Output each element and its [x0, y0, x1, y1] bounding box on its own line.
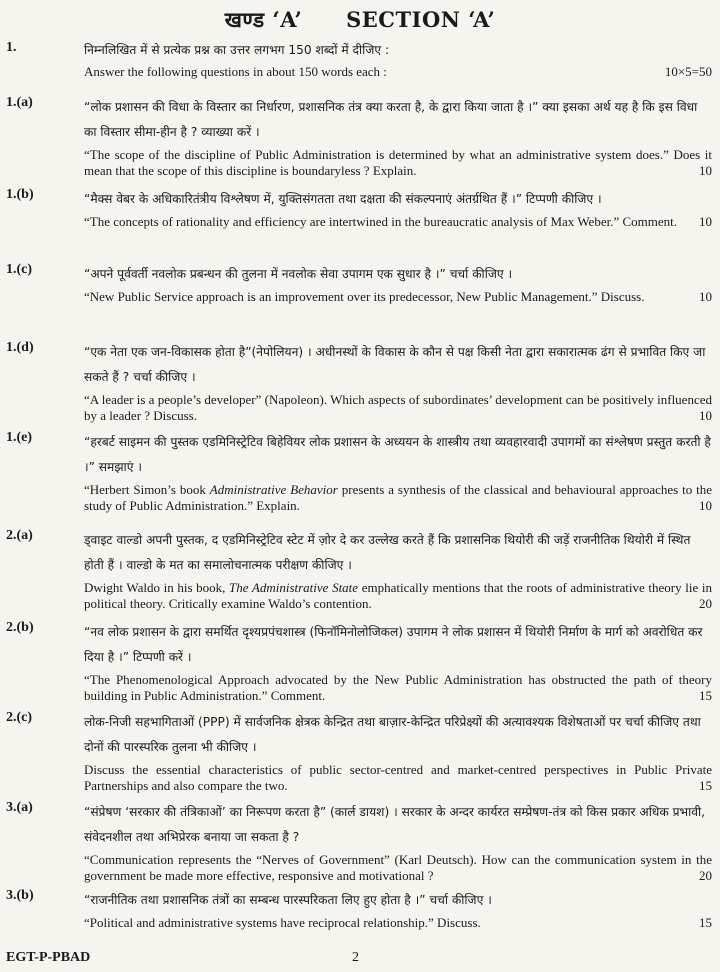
- question-text-english: “Herbert Simon’s book Administrative Behavior presents a synthesis of the classical and behavioural approaches to the study of Public Administration.” Explain. 10: [84, 482, 713, 513]
- paper-code: EGT-P-PBAD: [6, 950, 91, 965]
- question-marks: 10: [699, 497, 712, 513]
- question-text-hindi: निम्नलिखित में से प्रत्येक प्रश्न का उत्तर लगभग 150 शब्दों में दीजिए :: [84, 43, 390, 57]
- question-number: 1.(e): [6, 430, 33, 445]
- question-text-hindi: “नव लोक प्रशासन के द्वारा समर्थित दृश्यप्रपंचशास्त्र (फिनॉमिनोलोजिकल) उपागम ने लोक प्रशासन में थियोरी निर्माण के मार्ग को अवरोधित कर दिया है ।” टिप्पणी करें ।: [84, 625, 703, 664]
- question-marks: 10×5=50: [664, 64, 712, 79]
- question-number: 1.(a): [6, 95, 33, 110]
- question-text-hindi: लोक-निजी सहभागिताओं (PPP) में सार्वजनिक क्षेत्रक केन्द्रित तथा बाज़ार-केन्द्रित परिप्रेक्ष्यों की अत्यावश्यक विशेषताओं पर चर्चा कीजिए तथा दोनों की पारस्परिक तुलना भी कीजिए ।: [84, 715, 701, 754]
- page-number: 2: [352, 950, 359, 965]
- section-heading: [0, 6, 720, 34]
- question-text-english: “New Public Service approach is an improvement over its predecessor, New Public Management.” Discuss.: [84, 289, 645, 304]
- question-text-hindi: “हरबर्ट साइमन की पुस्तक एडमिनिस्ट्रेटिव बिहेवियर लोक प्रशासन के अध्ययन के शास्त्रीय तथा व्यवहारवादी उपागमों का संश्लेषण प्रस्तुत करती है ।” समझाएं ।: [84, 435, 711, 474]
- question-text-hindi: “लोक प्रशासन की विधा के विस्तार का निर्धारण, प्रशासनिक तंत्र क्या करता है, के द्वारा किया जाता है ।” क्या इसका अर्थ यह है कि इस विधा का विस्तार सीमा-हीन है ? व्याख्या करें ।: [84, 100, 698, 139]
- question-text-english: “Political and administrative systems have reciprocal relationship.” Discuss.: [84, 915, 481, 930]
- question-text-english: “The concepts of rationality and efficiency are intertwined in the bureaucratic analysis of Max Weber.” Comment.: [84, 214, 677, 229]
- question-number: 1.(c): [6, 262, 33, 277]
- question-text-hindi: ड्वाइट वाल्डो अपनी पुस्तक, द एडमिनिस्ट्रेटिव स्टेट में ज़ोर दे कर उल्लेख करते हैं कि प्रशासनिक थियोरी की जड़ें राजनीतिक थियोरी में स्थित होती हैं । वाल्डो के मत का समालोचनात्मक परीक्षण कीजिए ।: [84, 533, 691, 572]
- question-number: 1.(b): [6, 187, 34, 202]
- question-text-english: “A leader is a people’s developer” (Napoleon). Which aspects of subordinates’ development can be positively influenced by a leader ? Discuss.: [84, 392, 712, 423]
- question-marks: 10: [699, 162, 712, 178]
- question-text-hindi: “अपने पूर्ववर्ती नवलोक प्रबन्धन की तुलना में नवलोक सेवा उपागम एक सुधार है ।” चर्चा कीजिए ।: [84, 267, 513, 281]
- question-text-english: Discuss the essential characteristics of public sector-centred and market-centred perspectives in Public Private Partnerships and also compare the two.: [84, 762, 712, 793]
- question-number: 3.(a): [6, 800, 33, 815]
- question-number: 2.(b): [6, 620, 34, 635]
- question-marks: 20: [699, 595, 712, 611]
- question-marks: 10: [699, 214, 712, 229]
- question-number: 3.(b): [6, 888, 34, 903]
- question-number: 2.(c): [6, 710, 33, 725]
- question-number: 1.: [6, 40, 17, 55]
- book-title: The Administrative State: [229, 580, 359, 595]
- question-text-hindi: “राजनीतिक तथा प्रशासनिक तंत्रों का सम्बन्ध पारस्परिकता लिए हुए होता है ।” चर्चा कीजिए ।: [84, 893, 492, 907]
- question-text-english: Dwight Waldo in his book, The Administrative State emphatically mentions that the roots of administrative theory lie in political theory. Critically examine Waldo’s contention. 20: [84, 580, 712, 611]
- question-marks: 20: [699, 867, 712, 883]
- question-marks: 15: [699, 777, 712, 793]
- question-text-hindi: “मैक्स वेबर के अधिकारितंत्रीय विश्लेषण में, युक्तिसंगतता तथा दक्षता की संकल्पनाएं अंतर्ग्रथित हैं ।” टिप्पणी कीजिए ।: [84, 192, 602, 206]
- section-heading-hindi: खण्ड ‘A’: [224, 7, 303, 32]
- question-text-english: “The scope of the discipline of Public Administration is determined by what an administrative system does.” Does it mean that the scope of this discipline is boundaryless ? Explain.: [84, 147, 712, 178]
- question-text-english: “Communication represents the “Nerves of Government” (Karl Deutsch). How can the communication system in the government be made more effective, responsive and motivational ?: [84, 852, 712, 883]
- question-marks: 10: [699, 289, 712, 304]
- question-marks: 10: [699, 407, 712, 423]
- question-text-hindi: “संप्रेषण ‘सरकार की तंत्रिकाओं’ का निरूपण करता है” (कार्ल डायश) । सरकार के अन्दर कार्यरत सम्प्रेषण-तंत्र को किस प्रकार अधिक प्रभावी, संवेदनशील तथा अभिप्रेरक बनाया जा सकता है ?: [84, 805, 706, 844]
- question-text-english: “The Phenomenological Approach advocated by the New Public Administration has obstructed the path of theory building in Public Administration.” Comment.: [84, 672, 712, 703]
- question-text-hindi: “एक नेता एक जन-विकासक होता है”(नेपोलियन) । अधीनस्थों के विकास के कौन से पक्ष किसी नेता द्वारा सकारात्मक ढंग से प्रभावित किए जा सकते हैं ? चर्चा कीजिए ।: [84, 345, 706, 384]
- question-marks: 15: [699, 687, 712, 703]
- question-marks: 15: [699, 915, 712, 930]
- question-number: 1.(d): [6, 340, 34, 355]
- book-title: Administrative Behavior: [209, 482, 338, 497]
- section-heading-english: SECTION ‘A’: [346, 7, 496, 32]
- question-text-english: Answer the following questions in about 150 words each :: [84, 64, 387, 79]
- question-number: 2.(a): [6, 528, 33, 543]
